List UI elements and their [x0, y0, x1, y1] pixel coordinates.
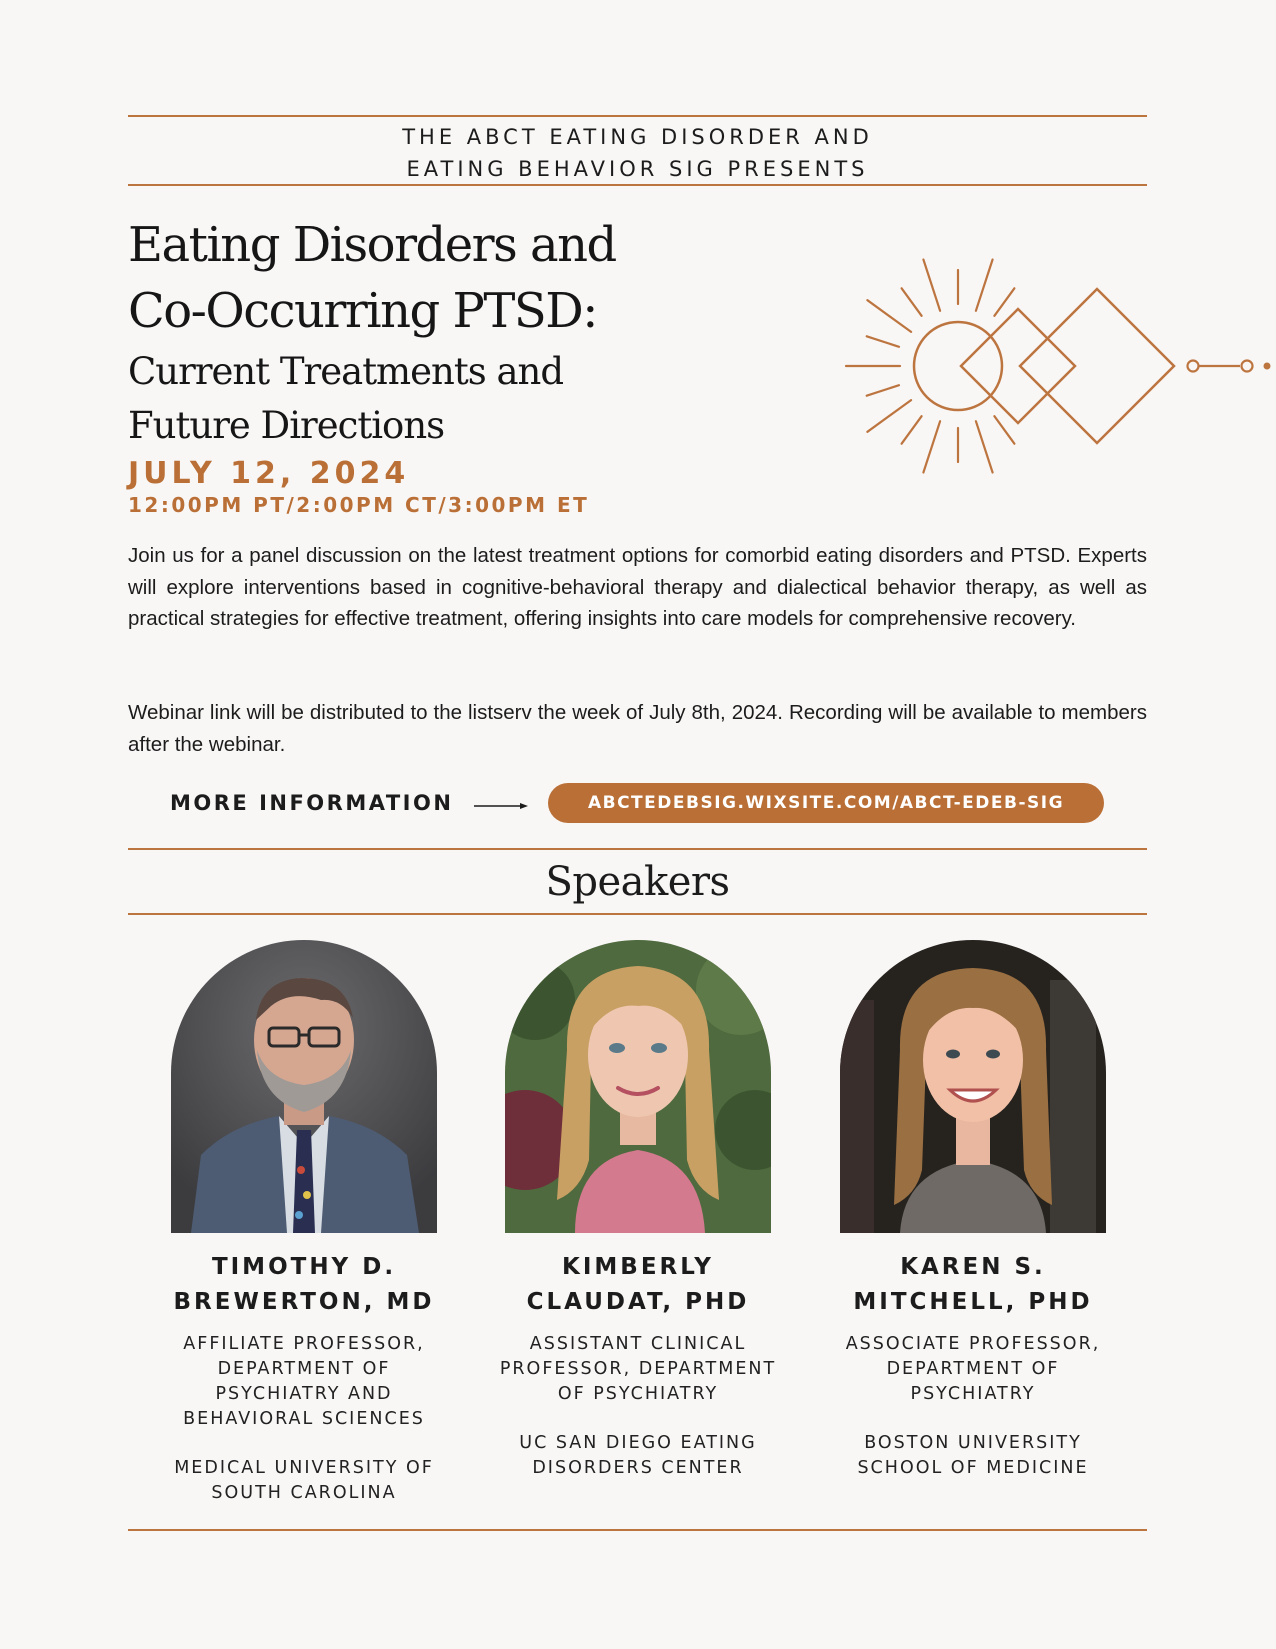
speaker-name-line-1: KIMBERLY	[562, 1254, 714, 1280]
speaker-role-line: PSYCHIATRY AND	[215, 1384, 393, 1404]
sun-ray	[976, 260, 993, 311]
event-title	[128, 212, 768, 452]
website-link-text[interactable]: ABCTEDEBSIG.WIXSITE.COM/ABCT-EDEB-SIG	[587, 793, 1065, 813]
header-bottom-rule	[128, 184, 1147, 186]
speaker-role-line: OF PSYCHIATRY	[557, 1384, 719, 1404]
speaker-institution-line: DISORDERS CENTER	[532, 1458, 744, 1478]
speaker-institution-line: UC SAN DIEGO EATING	[519, 1433, 757, 1453]
speaker-institution-mitchell	[808, 1431, 1138, 1481]
long-arrow-right-icon	[474, 797, 528, 809]
speaker-role-line: DEPARTMENT OF	[886, 1359, 1060, 1379]
title-line-1: Eating Disorders and	[128, 217, 616, 273]
presenter-line-2: EATING BEHAVIOR SIG PRESENTS	[406, 157, 869, 181]
speaker-role-claudat	[473, 1332, 803, 1407]
speaker-institution-claudat	[473, 1431, 803, 1481]
speaker-name-line-2: CLAUDAT, PHD	[526, 1289, 750, 1315]
subtitle-line-2: Future Directions	[128, 404, 445, 447]
speaker-institution-line: SCHOOL OF MEDICINE	[857, 1458, 1089, 1478]
sun-ray	[902, 416, 922, 444]
footer-rule	[128, 1529, 1147, 1531]
speaker-role-brewerton	[139, 1332, 469, 1432]
speaker-institution-brewerton	[139, 1456, 469, 1506]
sun-ray	[994, 288, 1014, 316]
speakers-heading: Speakers	[545, 859, 730, 905]
event-date: JULY 12, 2024	[128, 456, 410, 491]
speaker-institution-line: MEDICAL UNIVERSITY OF	[174, 1458, 434, 1478]
speaker-institution-line: BOSTON UNIVERSITY	[864, 1433, 1082, 1453]
speaker-role-line: BEHAVIORAL SCIENCES	[183, 1409, 425, 1429]
sun-diamonds-emblem-icon	[830, 236, 1276, 496]
speaker-role-line: DEPARTMENT OF	[217, 1359, 391, 1379]
speaker-name-line-2: BREWERTON, MD	[173, 1289, 435, 1315]
speaker-role-line: PROFESSOR, DEPARTMENT	[499, 1359, 777, 1379]
speaker-name-brewerton	[139, 1250, 469, 1320]
speaker-role-line: ASSISTANT CLINICAL	[529, 1334, 747, 1354]
sun-ray	[994, 416, 1014, 444]
event-description: Join us for a panel discussion on the latest treatment options for comorbid eating disorders and PTSD. Experts will explore interventions based in cognitive-behavioral therapy and dialectical behavior therapy, as well as practical strategies for effective treatment, offering insights into care models for comprehensive recovery.	[128, 544, 1147, 630]
title-line-2: Co-Occurring PTSD:	[128, 283, 597, 339]
sun-ray	[923, 260, 940, 311]
website-link-button[interactable]	[548, 783, 1104, 823]
speaker-role-line: AFFILIATE PROFESSOR,	[183, 1334, 425, 1354]
sun-ray	[902, 288, 922, 316]
presenter-line	[128, 121, 1147, 185]
webinar-note: Webinar link will be distributed to the listserv the week of July 8th, 2024. Recording will be available to members after the webinar.	[128, 701, 1147, 756]
speaker-name-claudat	[473, 1250, 803, 1320]
speaker-name-line-1: KAREN S.	[900, 1254, 1046, 1280]
speakers-top-rule	[128, 848, 1147, 850]
speaker-name-line-1: TIMOTHY D.	[211, 1254, 397, 1280]
speaker-institution-line: SOUTH CAROLINA	[211, 1483, 397, 1503]
speaker-photo-mitchell	[840, 940, 1106, 1233]
sun-ray	[976, 421, 993, 472]
speaker-role-mitchell	[808, 1332, 1138, 1407]
sun-ray	[923, 421, 940, 472]
event-time: 12:00PM PT/2:00PM CT/3:00PM ET	[128, 493, 590, 517]
speaker-photo-claudat	[505, 940, 771, 1233]
speaker-photo-brewerton	[171, 940, 437, 1233]
sun-ray	[867, 336, 899, 347]
more-information-label: MORE INFORMATION	[170, 791, 454, 815]
speaker-role-line: PSYCHIATRY	[910, 1384, 1036, 1404]
speakers-bottom-rule	[128, 913, 1147, 915]
speaker-name-line-2: MITCHELL, PHD	[853, 1289, 1093, 1315]
sun-ray	[867, 300, 911, 332]
top-rule	[128, 115, 1147, 117]
presenter-line-1: THE ABCT EATING DISORDER AND	[402, 125, 873, 149]
speaker-name-mitchell	[808, 1250, 1138, 1320]
subtitle-line-1: Current Treatments and	[128, 350, 564, 393]
speaker-role-line: ASSOCIATE PROFESSOR,	[845, 1334, 1101, 1354]
sun-ray	[867, 400, 911, 432]
sun-ray	[867, 385, 899, 396]
